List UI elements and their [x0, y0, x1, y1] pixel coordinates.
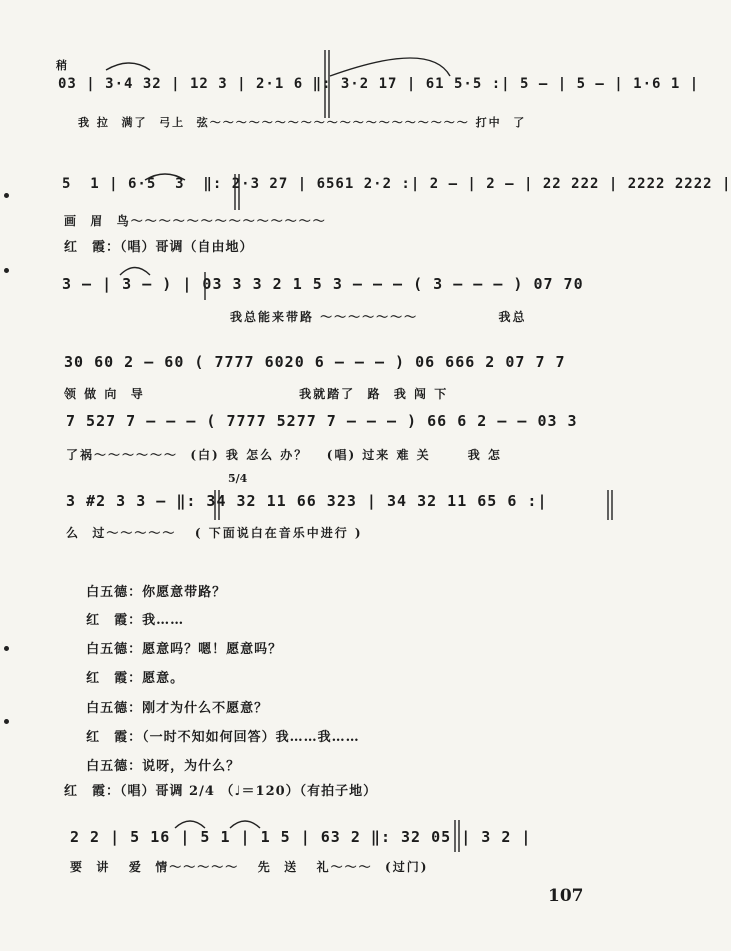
notation-line-1: 03 | 3·4 32 | 12 3 | 2·1 6 ‖: 3·2 17 | 61 5·5 :| 5 — | 5 — | 1·6 1 | — [58, 76, 700, 92]
dialogue-line: 白五德：说呀，为什么？ — [86, 759, 241, 774]
notation-line-6: 3 #2 3 3 — ‖: 34 32 11 66 323 | 34 32 11 65 6 :| — [66, 492, 548, 510]
speech: 我…… — [142, 613, 185, 628]
speech: 你愿意带路？ — [142, 585, 227, 600]
dialogue-line: 红 霞：我…… — [86, 613, 185, 628]
notation-line-3: 3 — | 3 — ) | 03 3 3 2 1 5 3 — — — ( 3 — — — ) 07 70 — [62, 275, 584, 293]
speech: 愿意吗？嗯！愿意吗？ — [142, 642, 283, 657]
dialogue-line: 红 霞：愿意。 — [86, 671, 185, 686]
speaker: 白五德 — [86, 701, 129, 716]
dialogue-line: 红 霞：（一时不知如何回答）我……我…… — [86, 730, 360, 745]
notation-line-5: 7 527 7 — — — ( 7777 5277 7 — — — ) 66 6 2 — — 03 3 — [66, 412, 578, 430]
time-signature: 5/4 — [228, 472, 248, 485]
dialogue-line: 白五德：你愿意带路？ — [86, 585, 227, 600]
speaker: 红 霞 — [86, 730, 129, 745]
lyric-line-1: 我 拉 满了 弓上 弦～～～～～～～～～～～～～～～～～～～～ 打中 了 — [78, 116, 527, 129]
notation-line-final: 2 2 | 5 16 | 5 1 | 1 5 | 63 2 ‖: 32 05 | 3 2 | — [70, 828, 532, 846]
lyric-line-2: 画 眉 鸟～～～～～～～～～～～～～～ — [64, 214, 327, 228]
lyric-line-3: 我总能来带路 ～～～～～～～ 我总 — [230, 310, 527, 324]
lyric-line-5: 了祸～～～～～～ (白) 我 怎么 办？ (唱) 过来 难 关 我 怎 — [66, 448, 502, 462]
tempo-marker: 稍 — [56, 59, 67, 72]
lyric-line-4: 领 做 向 导 我就踏了 路 我 闯 下 — [64, 387, 449, 401]
page-number: 107 — [548, 886, 584, 906]
singer-cue: 红 霞：（唱）哥调 2/4 （♩＝120）（有拍子地） — [64, 784, 378, 799]
dialogue-line: 白五德：愿意吗？嗯！愿意吗？ — [86, 642, 283, 657]
lyric-line-6: 么 过～～～～～ ( 下面说白在音乐中进行 ) — [66, 526, 363, 540]
speech: 说呀，为什么？ — [142, 759, 241, 774]
speaker: 白五德 — [86, 642, 129, 657]
speaker: 红 霞 — [86, 613, 129, 628]
notation-line-2: 5 1 | 6·5 3 ‖: 2·3 27 | 6561 2·2 :| 2 — | 2 — | 22 222 | 2222 2222 | — [62, 176, 731, 192]
speaker: 红 霞 — [86, 671, 129, 686]
dialogue-line: 白五德：刚才为什么不愿意？ — [86, 701, 269, 716]
speaker: 白五德 — [86, 759, 129, 774]
notation-line-4: 30 60 2 — 60 ( 7777 6020 6 — — — ) 06 666 2 07 7 7 — [64, 353, 566, 371]
speech: 刚才为什么不愿意？ — [142, 701, 269, 716]
speech: （一时不知如何回答）我……我…… — [142, 730, 360, 745]
lyric-line-final: 要 讲 爱 情～～～～～ 先 送 礼～～～ (过门) — [70, 860, 429, 874]
speaker: 白五德 — [86, 585, 129, 600]
speech: 愿意。 — [142, 671, 185, 686]
singer-cue: 红 霞：（唱）哥调（自由地） — [64, 240, 254, 255]
